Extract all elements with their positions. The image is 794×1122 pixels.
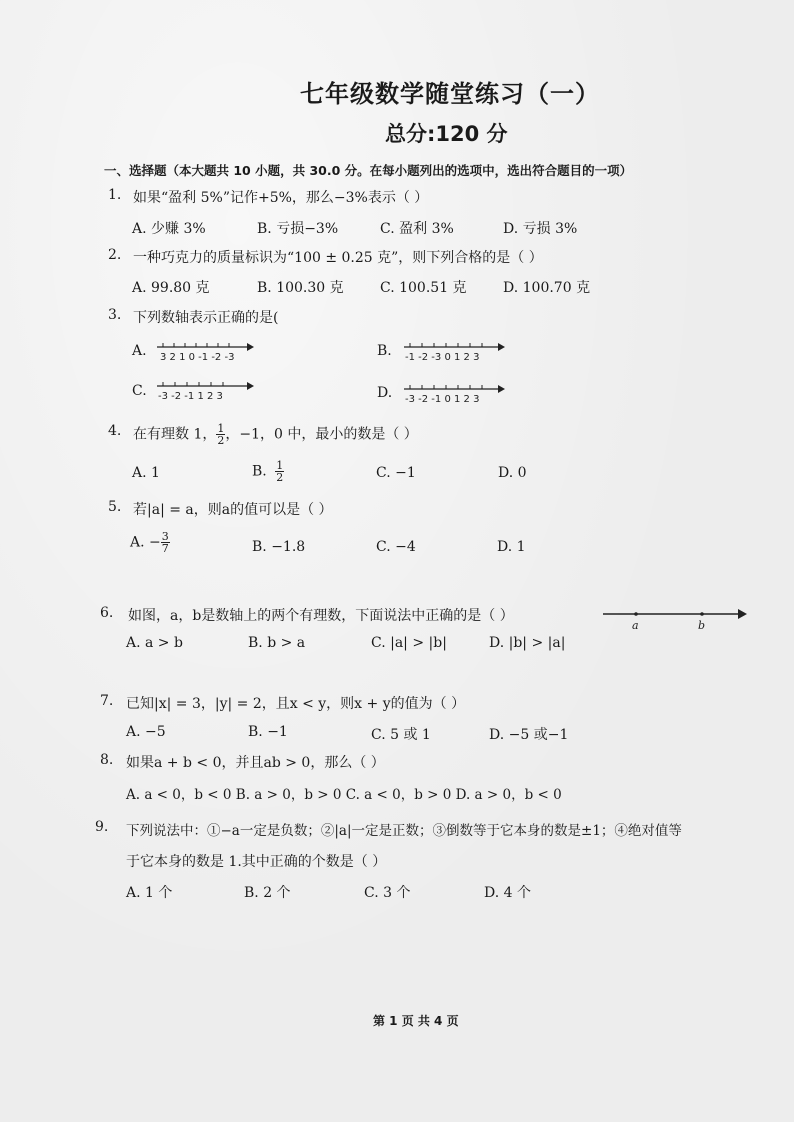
question-3-option-a[interactable]: A. [132,343,147,359]
number-line-a-icon [155,338,255,366]
question-2-option-c[interactable]: C. 100.51 克 [380,280,467,296]
fraction-denominator: 2 [276,471,284,484]
axis-d-labels: -3 -2 -1 0 1 2 3 [405,394,480,405]
question-8-number: 8. [100,752,114,768]
question-5-number: 5. [108,499,122,515]
question-6-number: 6. [100,605,114,621]
question-3-number: 3. [108,307,122,323]
question-4-text [133,423,418,446]
question-2-option-b[interactable]: B. 100.30 克 [257,280,344,296]
question-2-option-a[interactable]: A. 99.80 克 [132,280,210,296]
number-line-d-icon [402,380,506,408]
question-6-option-b[interactable]: B. b > a [248,635,306,651]
total-score: 总分:120 分 [385,122,508,146]
fraction-denominator: 2 [217,434,225,447]
axis-c-labels: -3 -2 -1 1 2 3 [158,391,223,402]
question-4-option-c[interactable]: C. −1 [376,465,416,481]
question-7-option-a[interactable]: A. −5 [126,724,166,740]
question-6-option-a[interactable]: A. a > b [126,635,183,651]
question-3-option-d[interactable]: D. [377,385,393,401]
question-5-option-c[interactable]: C. −4 [376,539,416,555]
question-7-option-d[interactable]: D. −5 或−1 [489,727,569,743]
question-1-option-d[interactable]: D. 亏损 3% [503,221,578,237]
fraction [161,531,170,554]
point-b-label: b [698,619,706,632]
question-1-option-a[interactable]: A. 少赚 3% [132,221,206,237]
question-7-option-c[interactable]: C. 5 或 1 [371,727,431,743]
question-7-option-b[interactable]: B. −1 [248,724,288,740]
question-9-option-d[interactable]: D. 4 个 [484,885,531,901]
question-2-number: 2. [108,247,122,263]
question-5-option-a[interactable] [130,531,170,554]
question-5-option-d[interactable]: D. 1 [497,539,526,555]
question-1-option-c[interactable]: C. 盈利 3% [380,221,454,237]
question-2-text: 一种巧克力的质量标识为“100 ± 0.25 克”，则下列合格的是（ ） [133,250,543,266]
question-4-text-after: ，−1，0 中，最小的数是（ ） [225,426,418,443]
axis-b-labels: -1 -2 -3 0 1 2 3 [405,352,480,363]
fraction-numerator: 3 [161,530,169,543]
question-6-text: 如图，a，b是数轴上的两个有理数，下面说法中正确的是（ ） [128,608,514,624]
question-5-option-b[interactable]: B. −1.8 [252,539,306,555]
question-4-text-before: 在有理数 1， [133,426,217,443]
point-a-label: a [632,619,639,632]
question-8-options[interactable]: A. a < 0，b < 0 B. a > 0，b > 0 C. a < 0，b > 0 D. a > 0，b < 0 [126,787,562,803]
section-heading: 一、选择题（本大题共 10 小题，共 30.0 分。在每小题列出的选项中，选出符合题目的一项） [104,163,633,178]
question-3-text: 下列数轴表示正确的是( [133,310,279,326]
fraction-denominator: 7 [161,542,169,555]
question-9-option-c[interactable]: C. 3 个 [364,885,411,901]
question-8-text: 如果a + b < 0，并且ab > 0，那么（ ） [126,755,385,771]
fraction-numerator: 1 [276,459,284,472]
question-9-number: 9. [95,819,109,835]
question-5-option-a-label: A. − [130,534,161,551]
axis-a-labels: 3 2 1 0 -1 -2 -3 [160,352,235,363]
question-3-option-c[interactable]: C. [132,383,147,399]
question-4-option-b-label: B. [252,463,267,480]
question-9-line-2: 于它本身的数是 1.其中正确的个数是（ ） [126,854,387,870]
question-1-number: 1. [108,187,122,203]
question-7-number: 7. [100,693,114,709]
number-line-c-icon [155,377,255,405]
fraction [216,423,225,446]
question-4-number: 4. [108,423,122,439]
question-9-option-b[interactable]: B. 2 个 [244,885,291,901]
question-7-text: 已知|x| = 3，|y| = 2，且x < y，则x + y的值为（ ） [126,696,466,712]
question-5-text: 若|a| = a，则a的值可以是（ ） [133,502,333,518]
question-4-option-d[interactable]: D. 0 [498,465,527,481]
question-6-option-d[interactable]: D. |b| > |a| [489,635,566,651]
number-line-b-icon [402,338,506,366]
question-9-option-a[interactable]: A. 1 个 [126,885,173,901]
question-6-option-c[interactable]: C. |a| > |b| [371,635,447,651]
question-9-line-1: 下列说法中：①−a一定是负数；②|a|一定是正数；③倒数等于它本身的数是±1；④绝对值等 [126,823,682,839]
question-3-option-b[interactable]: B. [377,343,392,359]
question-2-option-d[interactable]: D. 100.70 克 [503,280,591,296]
question-4-option-a[interactable]: A. 1 [132,465,160,481]
fraction-numerator: 1 [217,422,225,435]
fraction [275,460,284,483]
question-1-text: 如果“盈利 5%”记作+5%，那么−3%表示（ ） [133,190,429,206]
number-line-ab-icon [600,602,750,636]
question-4-option-b[interactable] [252,460,284,483]
question-1-option-b[interactable]: B. 亏损−3% [257,221,339,237]
page-title: 七年级数学随堂练习（一） [300,80,600,108]
page-footer: 第 1 页 共 4 页 [373,1014,459,1028]
